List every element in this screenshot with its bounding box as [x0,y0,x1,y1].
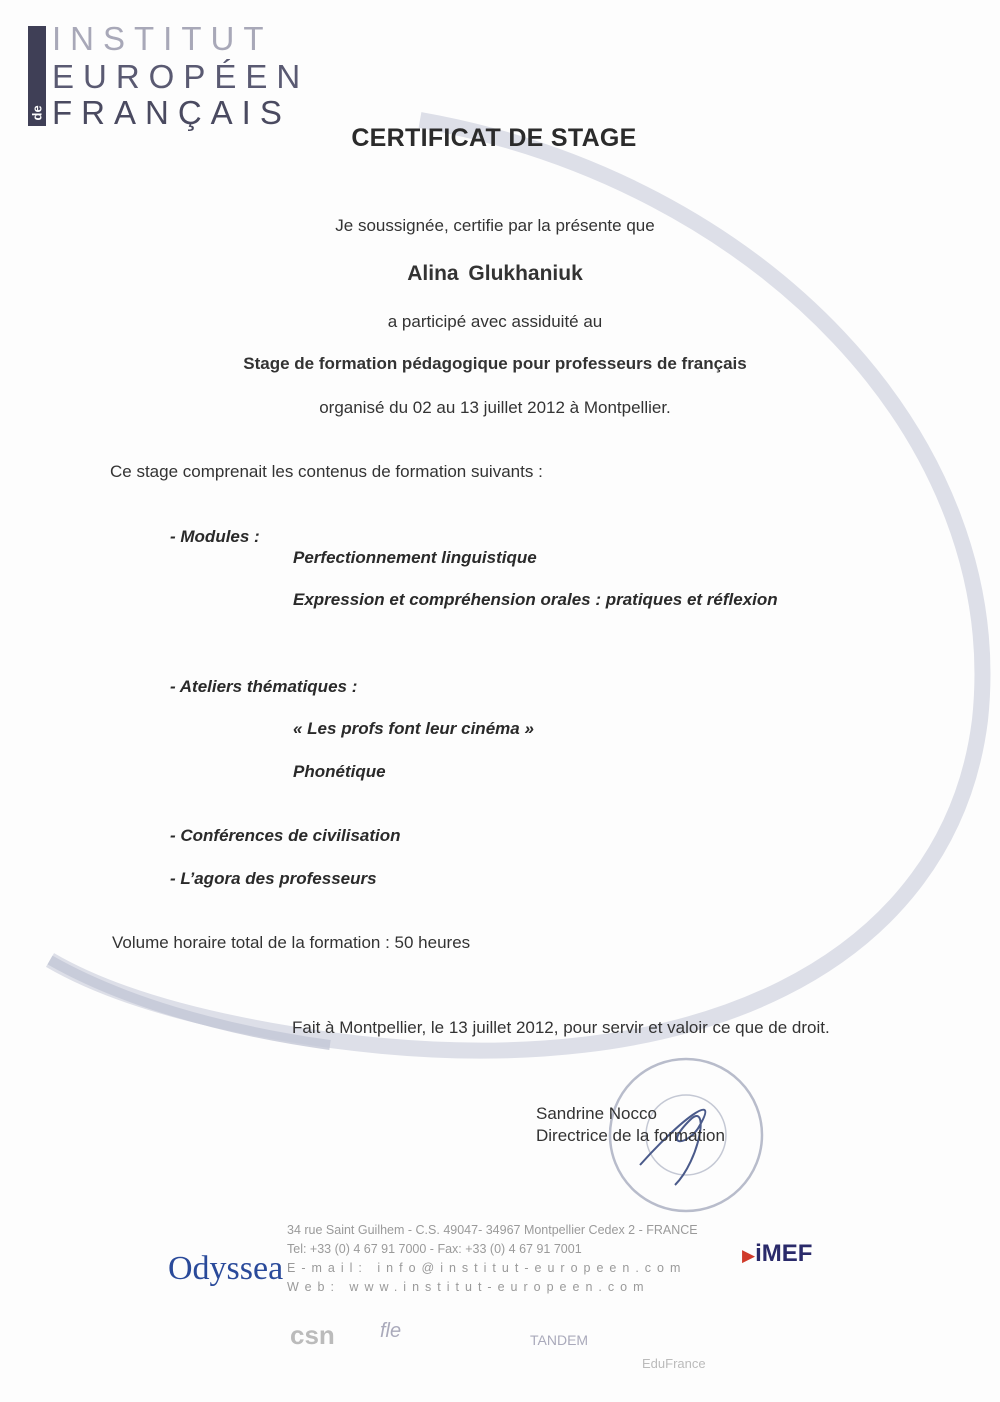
dates-line: organisé du 02 au 13 juillet 2012 à Montpellier. [319,398,671,417]
total-hours: Volume horaire total de la formation : 50 heures [112,933,471,952]
module-item: Perfectionnement linguistique [293,548,537,567]
imef-logo [742,1240,812,1268]
signatory-name: Sandrine Nocco [536,1104,657,1123]
module-item: Expression et compréhension orales : pratiques et réflexion [293,590,778,609]
odyssea-logo: Odyssea [168,1250,284,1287]
logo-line-francais: FRANÇAIS [52,94,291,131]
footer-web: Web: www.institut-europeen.com [287,1280,650,1294]
footer-contact [287,1221,698,1297]
partner-edufrance: EduFrance [642,1356,706,1371]
course-title: Stage de formation pédagogique pour professeurs de français [243,354,747,373]
contents-intro: Ce stage comprenait les contenus de formation suivants : [110,462,543,481]
partner-tandem: TANDEM [530,1332,589,1348]
conferences-item: - Conférences de civilisation [170,826,401,845]
agora-item: - L’agora des professeurs [170,869,377,888]
footer-address: 34 rue Saint Guilhem - C.S. 49047- 34967 Montpellier Cedex 2 - FRANCE [287,1223,698,1237]
closing-line: Fait à Montpellier, le 13 juillet 2012, pour servir et valoir ce que de droit. [292,1018,830,1037]
signatory-role: Directrice de la formation [536,1126,725,1145]
logo-line-institut: INSTITUT [52,20,273,57]
partner-fle: fle [380,1320,402,1342]
page-title: CERTIFICAT DE STAGE [351,124,637,152]
partner-csn: csn [290,1320,335,1350]
footer-phone: Tel: +33 (0) 4 67 91 7000 - Fax: +33 (0) 4 67 91 7001 [287,1242,582,1256]
certify-line: Je soussignée, certifie par la présente que [335,216,655,235]
logo-line-europeen: EUROPÉEN [52,58,310,95]
play-icon: ▶ [742,1246,756,1265]
imef-text: iMEF [755,1240,813,1267]
footer-email: E-mail: info@institut-europeen.com [287,1261,687,1275]
atelier-item: Phonétique [293,762,386,781]
participant-name: Alina Glukhaniuk [407,262,583,285]
participation-line: a participé avec assiduité au [387,312,603,331]
atelier-item: « Les profs font leur cinéma » [293,719,534,738]
logo-de: de [29,105,45,121]
modules-label: - Modules : [170,527,260,546]
ateliers-label: - Ateliers thématiques : [170,677,358,696]
